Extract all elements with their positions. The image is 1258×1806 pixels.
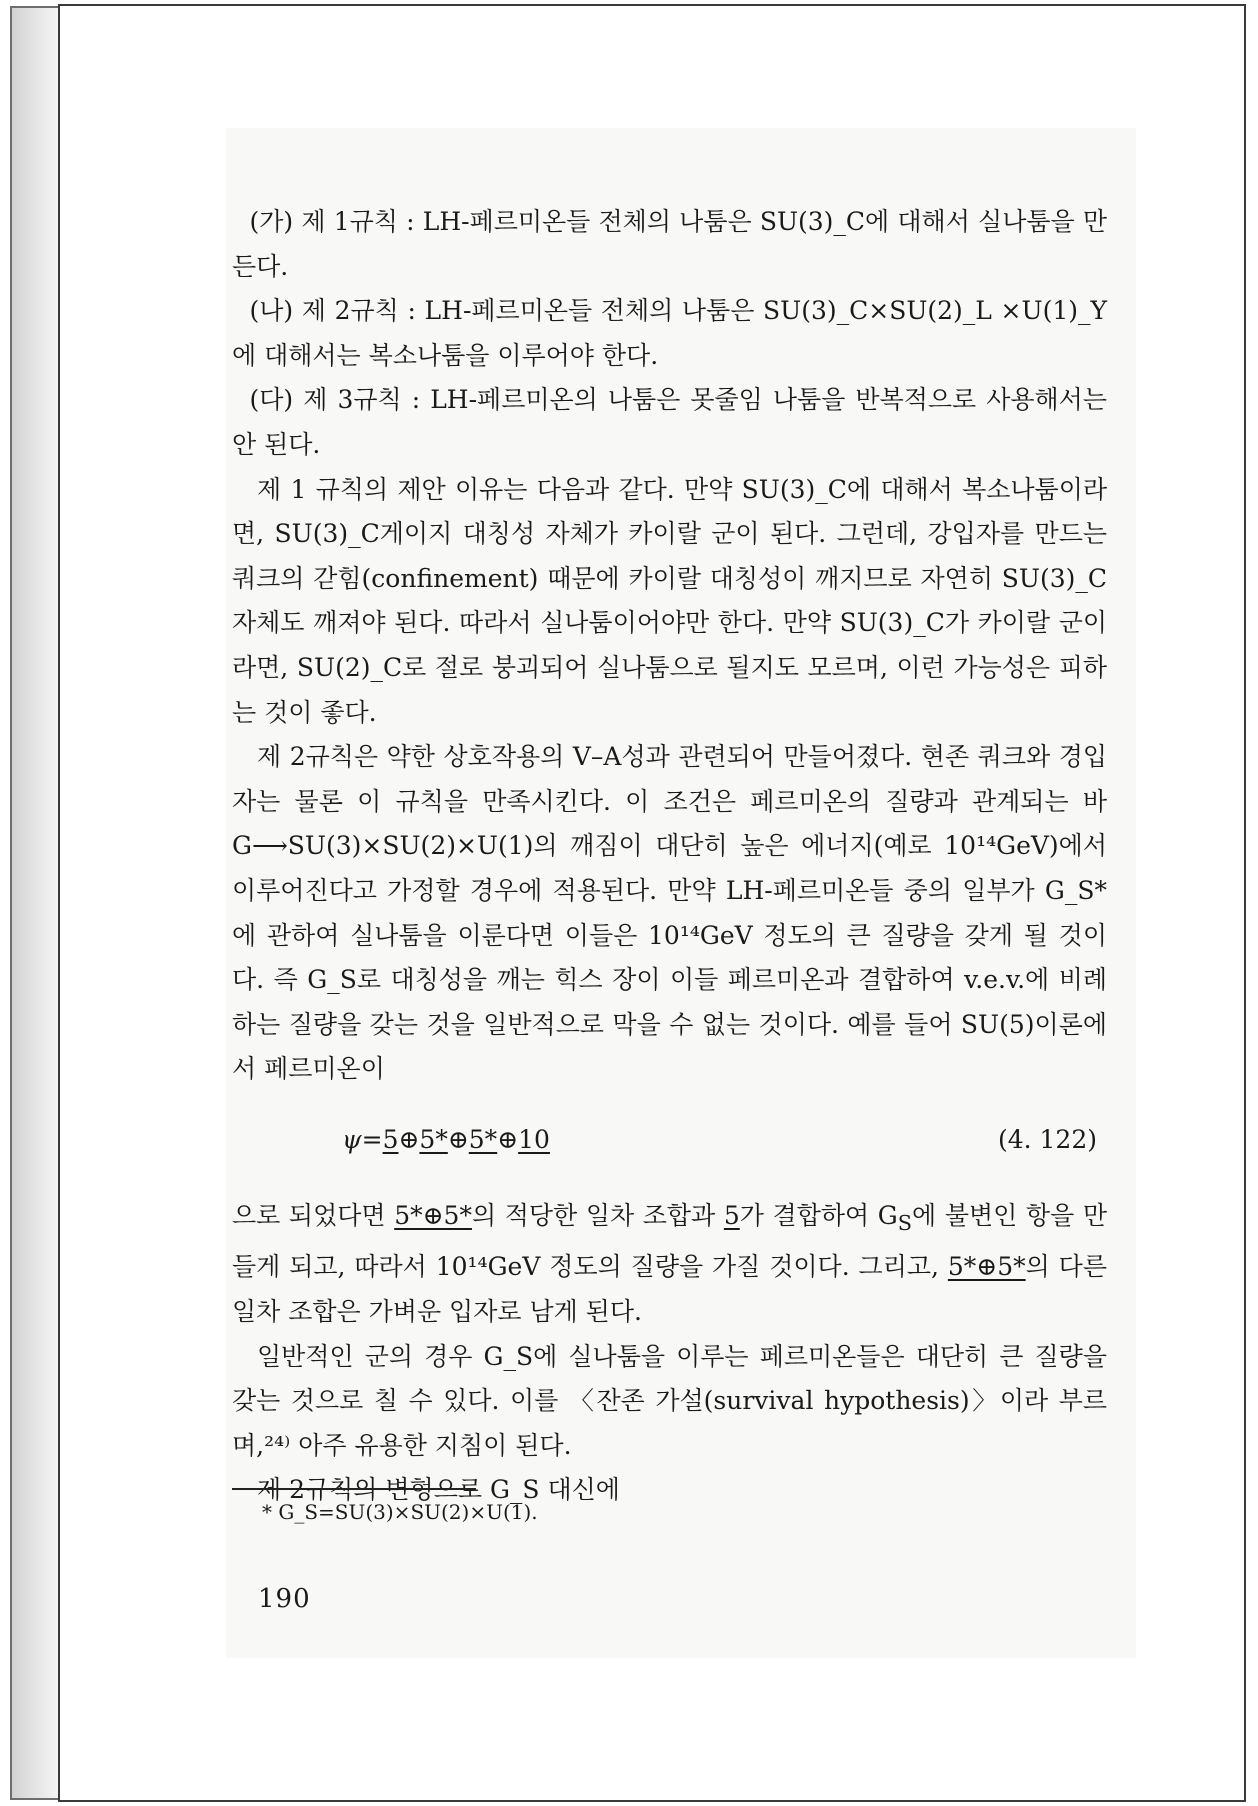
combo-5star: 5*⊕5* — [947, 1252, 1026, 1282]
rule-2: (나) 제 2규칙 : LH-페르미온들 전체의 나툼은 SU(3)_C×SU(2)_L ×U(1)_Y에 대해서는 복소나툼을 이루어야 한다. — [232, 296, 1107, 370]
term-10: 10 — [518, 1124, 550, 1154]
oplus-symbol: ⊕ — [398, 1124, 420, 1154]
equals-sign: = — [361, 1124, 383, 1154]
page-number: 190 — [258, 1584, 311, 1614]
combo-5star: 5*⊕5* — [394, 1200, 472, 1230]
oplus-symbol: ⊕ — [497, 1124, 519, 1154]
term-5: 5 — [382, 1124, 399, 1154]
book-spine — [10, 6, 58, 1800]
term-5-star: 5* — [419, 1124, 448, 1154]
paragraph-rule1-reason: 제 1 규칙의 제안 이유는 다음과 같다. 만약 SU(3)_C에 대해서 복소나툼이라면, SU(3)_C게이지 대칭성 자체가 카이랄 군이 된다. 그런데, 강입자를 만드는 쿼크의 갇힘(confinement) 때문에 카이랄 대칭성이 깨지므로 자연히 SU(3)_C 자체도 깨져야 된다. 따라서 실나툼이어야만 한다. 만약 SU(3)_C가 카이랄 군이라면, SU(2)_C로 절로 붕괴되어 실나툼으로 될지도 모르며, 이런 가능성은 피하는 것이 좋다. — [232, 474, 1107, 727]
paragraph-rule2-reason: 제 2규칙은 약한 상호작용의 V–A성과 관련되어 만들어졌다. 현존 쿼크와 경입자는 물론 이 규칙을 만족시킨다. 이 조건은 페르미온의 질량과 관계되는 바 G⟶SU(3)×SU(2)×U(1)의 깨짐이 대단히 높은 에너지(예로 10¹⁴GeV)에서 이루어진다고 가정할 경우에 적용된다. 만약 LH-페르미온들 중의 일부가 G_S*에 관하여 실나툼을 이룬다면 이들은 10¹⁴GeV 정도의 큰 질량을 갖게 될 것이다. 즉 G_S로 대칭성을 깨는 힉스 장이 이들 페르미온과 결합하여 v.e.v.에 비례하는 질량을 갖는 것을 일반적으로 막을 수 없는 것이다. 예를 들어 SU(5)이론에서 페르미온이 — [232, 742, 1107, 1084]
term-5-star: 5* — [468, 1124, 498, 1154]
term-5: 5 — [723, 1200, 740, 1230]
footnote: * G_S=SU(3)×SU(2)×U(1). — [262, 1500, 538, 1524]
text-run: 의 다른 일차 조합은 가벼운 입자로 남게 된다. — [232, 1252, 1107, 1327]
oplus-symbol: ⊕ — [447, 1124, 469, 1154]
equation-4-122 — [232, 1104, 1107, 1180]
paragraph-after-equation — [232, 1194, 1107, 1335]
equation-body — [342, 1118, 550, 1163]
subscript-s: S — [897, 1210, 913, 1235]
equation-number: (4. 122) — [997, 1124, 1097, 1154]
page-content — [232, 200, 1107, 1513]
text-run: 으로 되었다면 — [232, 1200, 395, 1230]
rule-1: (가) 제 1규칙 : LH-페르미온들 전체의 나툼은 SU(3)_C에 대해서 실나툼을 만든다. — [232, 207, 1107, 281]
rule-3: (다) 제 3규칙 : LH-페르미온의 나툼은 못줄임 나툼을 반복적으로 사용해서는 안 된다. — [232, 385, 1107, 459]
paragraph-last: 제 2규칙의 변형으로 G_S 대신에 — [257, 1475, 620, 1505]
text-run: 가 결합하여 G — [739, 1200, 898, 1230]
text-run: 의 적당한 일차 조합과 — [471, 1200, 724, 1230]
psi-symbol: ψ — [342, 1124, 362, 1154]
footnote-rule — [232, 1488, 476, 1490]
paragraph-survival-hypothesis: 일반적인 군의 경우 G_S에 실나툼을 이루는 페르미온들은 대단히 큰 질량을 갖는 것으로 칠 수 있다. 이를 〈잔존 가설(survival hypothesis)〉이라 부르며,²⁴⁾ 아주 유용한 지침이 된다. — [232, 1341, 1107, 1460]
text-run: 에 불변인 항을 만들게 되고, 따라서 10¹⁴GeV 정도의 질량을 가질 것이다. 그리고, — [232, 1200, 1108, 1282]
